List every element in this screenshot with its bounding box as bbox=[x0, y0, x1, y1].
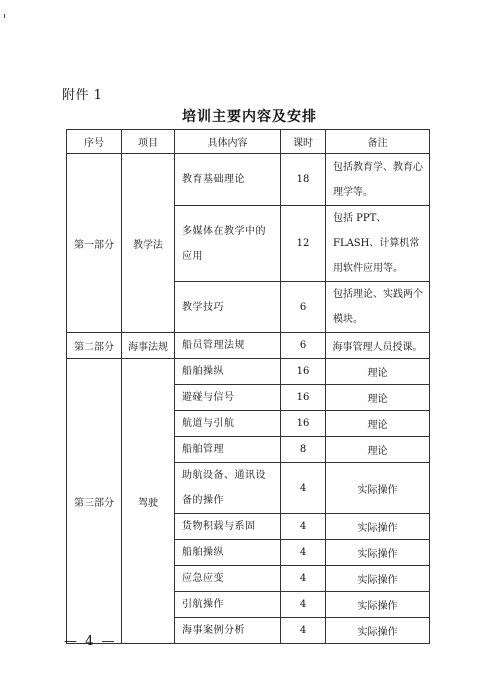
corner-mark bbox=[4, 14, 5, 18]
page-number: — 4 — bbox=[64, 634, 117, 649]
note-cell: 包括 PPT、FLASH、计算机常用软件应用等。 bbox=[326, 206, 430, 282]
hours-cell: 4 bbox=[281, 618, 326, 644]
content-cell: 船舶操纵 bbox=[175, 540, 281, 566]
hours-cell: 16 bbox=[281, 411, 326, 437]
hours-cell: 16 bbox=[281, 385, 326, 411]
content-cell: 船舶操纵 bbox=[175, 359, 281, 385]
content-cell: 货物积载与系固 bbox=[175, 514, 281, 540]
hours-cell: 4 bbox=[281, 463, 326, 514]
header-content: 具体内容 bbox=[175, 130, 281, 154]
project-cell: 驾驶 bbox=[122, 359, 175, 644]
hours-cell: 4 bbox=[281, 566, 326, 592]
content-cell: 船员管理法规 bbox=[175, 333, 281, 359]
header-hours: 课时 bbox=[281, 130, 326, 154]
note-cell: 理论 bbox=[326, 385, 430, 411]
project-cell: 教学法 bbox=[122, 154, 175, 333]
note-cell: 实际操作 bbox=[326, 592, 430, 618]
table-header-row bbox=[67, 130, 430, 154]
hours-cell: 12 bbox=[281, 206, 326, 282]
note-cell: 实际操作 bbox=[326, 463, 430, 514]
hours-cell: 4 bbox=[281, 540, 326, 566]
table-row bbox=[67, 154, 430, 206]
note-cell: 海事管理人员授课。 bbox=[326, 333, 430, 359]
section-cell: 第二部分 bbox=[67, 333, 122, 359]
hours-cell: 6 bbox=[281, 282, 326, 333]
attachment-label: 附件 1 bbox=[62, 88, 103, 103]
note-cell: 实际操作 bbox=[326, 540, 430, 566]
hours-cell: 18 bbox=[281, 154, 326, 206]
content-cell: 教学技巧 bbox=[175, 282, 281, 333]
hours-cell: 4 bbox=[281, 592, 326, 618]
table-row bbox=[67, 333, 430, 359]
note-cell: 实际操作 bbox=[326, 566, 430, 592]
content-cell: 助航设备、通讯设备的操作 bbox=[175, 463, 281, 514]
header-project: 项目 bbox=[122, 130, 175, 154]
hours-cell: 8 bbox=[281, 437, 326, 463]
header-notes: 备注 bbox=[326, 130, 430, 154]
content-cell: 避碰与信号 bbox=[175, 385, 281, 411]
note-cell: 实际操作 bbox=[326, 514, 430, 540]
note-cell: 理论 bbox=[326, 411, 430, 437]
hours-cell: 4 bbox=[281, 514, 326, 540]
document-title: 培训主要内容及安排 bbox=[182, 109, 317, 125]
content-cell: 多媒体在教学中的应用 bbox=[175, 206, 281, 282]
content-cell: 航道与引航 bbox=[175, 411, 281, 437]
note-cell: 包括理论、实践两个模块。 bbox=[326, 282, 430, 333]
hours-cell: 6 bbox=[281, 333, 326, 359]
project-cell: 海事法规 bbox=[122, 333, 175, 359]
content-cell: 船舶管理 bbox=[175, 437, 281, 463]
hours-cell: 16 bbox=[281, 359, 326, 385]
note-cell: 实际操作 bbox=[326, 618, 430, 644]
content-cell: 海事案例分析 bbox=[175, 618, 281, 644]
section-cell: 第一部分 bbox=[67, 154, 122, 333]
content-cell: 应急应变 bbox=[175, 566, 281, 592]
note-cell: 理论 bbox=[326, 359, 430, 385]
content-cell: 教育基础理论 bbox=[175, 154, 281, 206]
training-schedule-table bbox=[66, 129, 430, 644]
header-serial: 序号 bbox=[67, 130, 122, 154]
note-cell: 理论 bbox=[326, 437, 430, 463]
content-cell: 引航操作 bbox=[175, 592, 281, 618]
table-row bbox=[67, 359, 430, 385]
note-cell: 包括教育学、教育心理学等。 bbox=[326, 154, 430, 206]
section-cell: 第三部分 bbox=[67, 359, 122, 644]
